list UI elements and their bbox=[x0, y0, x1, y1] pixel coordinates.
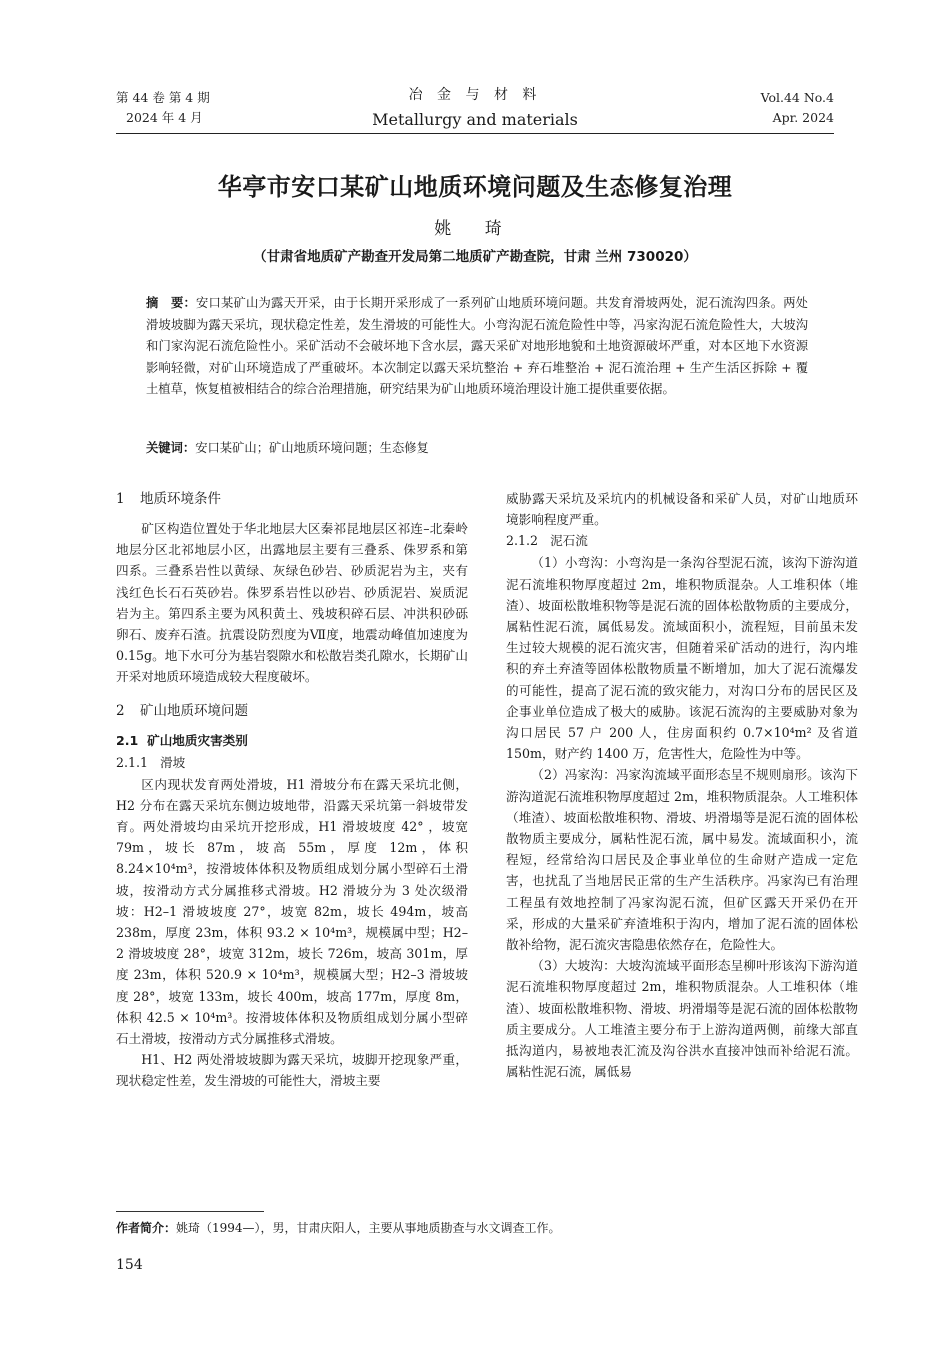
keywords-text: 安口某矿山；矿山地质环境问题；生态修复 bbox=[195, 441, 429, 455]
paragraph: （2）冯家沟：冯家沟流域平面形态呈不规则扇形。该沟下游沟道泥石流堆积物厚度超过 2m，堆积物质混杂。人工堆积体（堆渣）、坡面松散堆积物、滑坡、坍滑塌等是泥石流的固体松散物质主要成分，属粘性泥石流，属中易发。流域面积小，流程短，经常给沟口居民及企事业单位的生命财产造成一定危害，也扰乱了当地居民正常的生产生活秩序。冯家沟已有治理工程虽有效地控制了冯家沟泥石流，但矿区露天开采仍在开采，形成的大量采矿弃渣堆积于沟内，增加了泥石流的固体松散补给物，泥石流灾害隐患依然存在，危险性大。 bbox=[506, 767, 858, 953]
paragraph: （1）小弯沟：小弯沟是一条沟谷型泥石流，该沟下游沟道泥石流堆积物厚度超过 2m，堆积物质混杂。人工堆积体（堆渣）、坡面松散堆积物等是泥石流的固体松散物质的主要成分，属粘性泥石流，属低易发。流域面积小，流程短，目前虽未发生过较大规模的泥石流灾害，但随着采矿活动的进行，沟内堆积的弃土弃渣等固体松散物质量不断增加，加大了泥石流爆发的可能性，提高了泥石流的致灾能力，对沟口分布的居民区及企事业单位造成了极大的威胁。该泥石流沟的主要威胁对象为沟口居民 57 户 200 人，住房面积约 0.7×10⁴m² 及省道 150m，财产约 1400 万，危害性大，危险性为中等。 bbox=[506, 555, 858, 762]
article-title: 华亭市安口某矿山地质环境问题及生态修复治理 bbox=[217, 173, 733, 201]
keywords bbox=[146, 438, 808, 459]
abstract bbox=[146, 293, 808, 401]
author-affiliation: （甘肃省地质矿产勘查开发局第二地质矿产勘查院，甘肃 兰州 730020） bbox=[253, 249, 697, 265]
paragraph: H1、H2 两处滑坡坡脚为露天采坑，坡脚开挖现象严重，现状稳定性差，发生滑坡的可能性大，滑坡主要 bbox=[116, 1052, 468, 1089]
author-note-text: 姚琦（1994—），男，甘肃庆阳人，主要从事地质勘查与水文调查工作。 bbox=[176, 1221, 561, 1235]
header-right bbox=[694, 88, 834, 128]
volume-issue: 第 44 卷 第 4 期 bbox=[116, 90, 210, 105]
section-heading bbox=[116, 488, 468, 510]
abstract-text: 安口某矿山为露天开采，由于长期开采形成了一系列矿山地质环境问题。共发育滑坡两处，泥石流沟四条。两处滑坡坡脚为露天采坑，现状稳定性差，发生滑坡的可能性大。小弯沟泥石流危险性中等，冯家沟泥石流危险性大，大坡沟和门家沟泥石流危险性小。采矿活动不会破坏地下含水层，露天采矿对地形地貌和土地资源破坏严重，对本区地下水资源影响轻微，对矿山环境造成了严重破坏。本次制定以露天采坑整治 + 弃石堆整治 + 泥石流治理 + 生产生活区拆除 + 覆土植草，恢复植被相结合的综合治理措施，研究结果为矿山地质环境治理设计施工提供重要依据。 bbox=[146, 296, 808, 396]
subsection-number: 2.1 bbox=[116, 732, 139, 748]
author-note bbox=[116, 1219, 834, 1237]
subsubsection-title: 泥石流 bbox=[550, 533, 588, 549]
volume-issue-en: Vol.44 No.4 bbox=[760, 90, 834, 105]
subsubsection-title: 滑坡 bbox=[160, 754, 186, 770]
journal-header bbox=[330, 84, 620, 132]
footnote-rule bbox=[116, 1211, 264, 1212]
left-column bbox=[116, 488, 468, 1092]
section-title: 矿山地质环境问题 bbox=[140, 702, 248, 719]
right-column bbox=[506, 488, 858, 1082]
paragraph-continued: 威胁露天采坑及采坑内的机械设备和采矿人员，对矿山地质环境影响程度严重。 bbox=[506, 491, 858, 528]
subsection-title: 矿山地质灾害类别 bbox=[147, 732, 248, 748]
journal-name-cn: 冶 金 与 材 料 bbox=[408, 87, 542, 103]
paragraph: 区内现状发育两处滑坡，H1 滑坡分布在露天采坑北侧，H2 分布在露天采坑东侧边坡地带，沿露天采坑第一斜坡带发育。两处滑坡均由采坑开挖形成，H1 滑坡坡度 42° ，坡宽 79m，坡长 87m，坡高 55m，厚度 12m，体积 8.24×10⁴m³，按滑坡体体积及物质组成划分属小型碎石土滑坡，按滑动方式分属推移式滑坡。H2 滑坡分为 3 处次级滑坡：H2–1 滑坡坡度 27°，坡宽 82m，坡长 494m，坡高 238m，厚度 23m，体积 93.2 × 10⁴m³，规模属中型；H2–2 滑坡坡度 28°，坡宽 312m，坡长 726m，坡高 301m，厚度 23m，体积 520.9 × 10⁴m³，规模属大型；H2–3 滑坡坡度 28°，坡宽 133m，坡长 400m，坡高 177m，厚度 8m，体积 42.5 × 10⁴m³。按滑坡体体积及物质组成划分属小型碎石土滑坡，按滑动方式分属推移式滑坡。 bbox=[116, 776, 468, 1047]
journal-name-en: Metallurgy and materials bbox=[372, 110, 578, 129]
abstract-label: 摘 要： bbox=[146, 296, 196, 310]
publish-date-en: Apr. 2024 bbox=[772, 110, 834, 125]
paragraph: 矿区构造位置处于华北地层大区秦祁昆地层区祁连–北秦岭地层分区北祁地层小区，出露地层主要有三叠系、侏罗系和第四系。三叠系岩性以黄绿、灰绿色砂岩、砂质泥岩为主，夹有浅红色长石石英砂岩。侏罗系岩性以砂岩、砂质泥岩、炭质泥岩为主。第四系主要为风积黄土、残坡积碎石层、冲洪积砂砾卵石、废弃石渣。抗震设防烈度为Ⅶ度，地震动峰值加速度为 0.15g。地下水可分为基岩裂隙水和松散岩类孔隙水，长期矿山开采对地质环境造成较大程度破坏。 bbox=[116, 521, 468, 685]
publish-date: 2024 年 4 月 bbox=[126, 110, 203, 125]
section-heading bbox=[116, 700, 468, 722]
author-name: 姚 琦 bbox=[434, 219, 516, 239]
header-left bbox=[116, 88, 256, 128]
page-number: 154 bbox=[116, 1257, 143, 1273]
subsubsection-heading bbox=[116, 752, 468, 774]
section-number: 1 bbox=[116, 491, 125, 507]
section-title: 地质环境条件 bbox=[140, 491, 221, 507]
subsection-heading bbox=[116, 730, 468, 752]
paragraph: （3）大坡沟：大坡沟流域平面形态呈柳叶形该沟下游沟道泥石流堆积物厚度超过 2m，堆积物质混杂。人工堆积体（堆渣）、坡面松散堆积物、滑坡、坍滑塌等是泥石流的固体松散物质主要成分。人工堆渣主要分布于上游沟道两侧，前缘大部直抵沟道内，易被地表汇流及沟谷洪水直接冲蚀而补给泥石流。属粘性泥石流，属低易 bbox=[506, 958, 858, 1080]
keywords-label: 关键词： bbox=[146, 441, 196, 455]
header-rule bbox=[116, 133, 834, 134]
section-number: 2 bbox=[116, 702, 125, 719]
subsubsection-number: 2.1.2 bbox=[506, 533, 539, 549]
subsubsection-heading bbox=[506, 530, 858, 552]
author-note-label: 作者简介： bbox=[116, 1221, 177, 1235]
subsubsection-number: 2.1.1 bbox=[116, 754, 149, 770]
